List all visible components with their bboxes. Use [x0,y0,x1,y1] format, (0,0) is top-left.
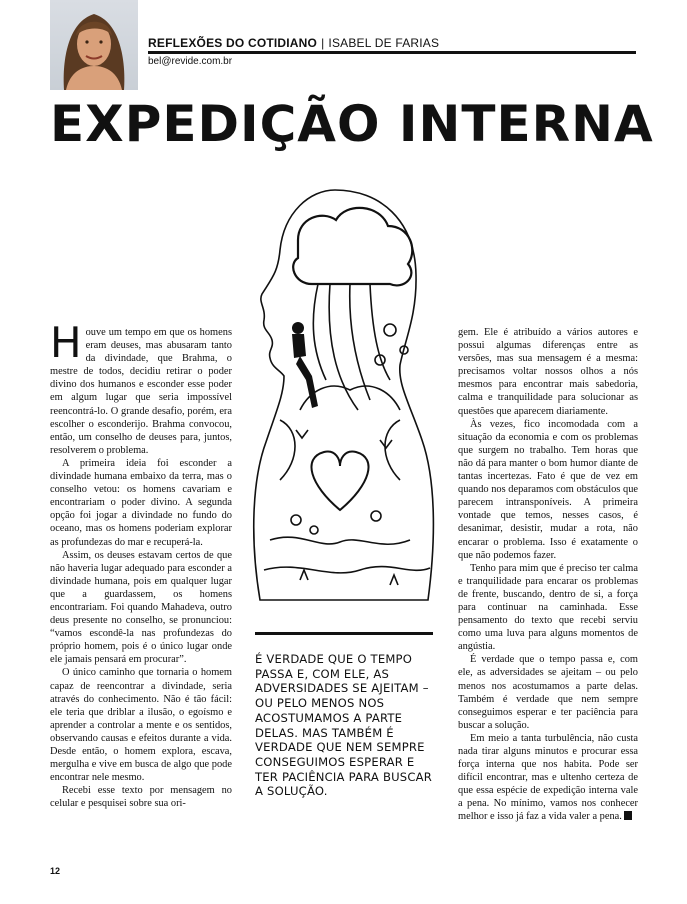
column-name: REFLEXÕES DO COTIDIANO [148,36,318,50]
pull-quote-rule [255,633,433,635]
header-rule [148,51,636,54]
paragraph: É verdade que o tempo passa e, com ele, as adversidades se ajeitam – ou pelo menos nos acostumamos a parte delas. Também é verdade que nem sempre conseguimos esperar e ter paciência para buscar a solução. [458,654,638,731]
paragraph: Assim, os deuses estavam certos de que não haveria lugar adequado para esconder a divindade humana, pois em qualquer lugar que a guardassem, os homens encontrariam. Foi quando Mahadeva, outro deus presente no conselho, se pronunciou: “vamos escondê-la nas profundezas do próprio homem, pois é o único lugar onde ele jamais pensará em procurar”. [50,549,232,666]
author-name: ISABEL DE FARIAS [328,36,440,50]
article-title: EXPEDIÇÃO INTERNA [50,95,654,153]
article-right-column [458,326,638,824]
author-email[interactable]: bel@revide.com.br [148,56,233,67]
paragraph: Recebi esse texto por mensagem no celular e pesquisei sobre sua ori- [50,785,232,810]
article-left-column [50,318,232,810]
head-silhouette-illustration [240,180,440,640]
paragraph: Houve um tempo em que os homens eram deuses, mas abusaram tanto da divindade, que Brahma, o mestre de todos, decidiu retirar o poder divino dos humanos e esconder esse poder em algum lugar que seria impossível reencontrá-lo. O grande desafio, porém, era escolher o esconderijo. Brahma convocou, então, um conselho de deuses para, juntos, resolverem o problema. [50,318,232,456]
title-separator: | [321,36,325,50]
paragraph: Em meio a tanta turbulência, não custa nada tirar alguns minutos e procurar essa força interna que nos habita. Pode ser difícil encontrar, mas e ultenho certeza de que essa espécie de expedição interna vale a pena. No mínimo, vamos nos conhecer melhor e isso já faz a vida valer a pena. [458,732,638,823]
column-title [148,36,439,50]
dropcap: H [50,318,82,367]
paragraph: A primeira ideia foi esconder a divindade humana embaixo da terra, mas o conselho vetou: os homens cavariam e encontrariam o poder divino. A segunda opção foi jogar a divindade no fundo do oceano, mas os homens poderiam explorar as profundezas do mar e recuperá-la. [50,457,232,548]
paragraph: O único caminho que tornaria o homem capaz de reencontrar a divindade, seria através do conhecimento. Não é tão fácil: ele teria que driblar a ilusão, o egoísmo e aprender a controlar a mente e os sentidos, observando causas e efeitos durante a vida. Desde então, o homem explora, escava, mergulha e vive em busca de algo que pode encontrar nele mesmo. [50,667,232,784]
author-portrait-image [50,0,138,90]
page-number: 12 [50,866,61,876]
end-of-article-mark [624,811,632,820]
paragraph: Às vezes, fico incomodada com a situação da economia e com os problemas que surgem no trabalho. Tem horas que não dá para manter o bom humor diante de tantas incertezas. Fato é que de vez em quando nos deparamos com obstáculos que parecem intransponíveis. A primeira vontade que temos, nesses casos, é desanimar, desistir, mudar a rota, não encarar o problema. Isso é exatamente o que não podemos fazer. [458,418,638,561]
paragraph: Tenho para mim que é preciso ter calma e tranquilidade para encarar os problemas de frente, buscando, dentro de si, a força para continuar na caminhada. Esse pensamento do texto que recebi serviu como uma luva para alguns momentos de angústia. [458,562,638,653]
paragraph: gem. Ele é atribuído a vários autores e possui algumas diferenças entre as versões, mas sua mensagem é a mesma: precisamos voltar nossos olhos a nós mesmos para encontrar mais sabedoria, calma e tranquilidade para solucionar as questões que aparecem diariamente. [458,327,638,417]
pull-quote: É VERDADE QUE O TEMPO PASSA E, COM ELE, AS ADVERSIDADES SE AJEITAM – OU PELO MENOS NOS ACOSTUMAMOS A PARTE DELAS. MAS TAMBÉM É VERDADE QUE NEM SEMPRE CONSEGUIMOS ESPERAR E TER PACIÊNCIA PARA BUSCAR A SOLUÇÃO. [255,652,433,799]
author-photo [50,0,138,90]
